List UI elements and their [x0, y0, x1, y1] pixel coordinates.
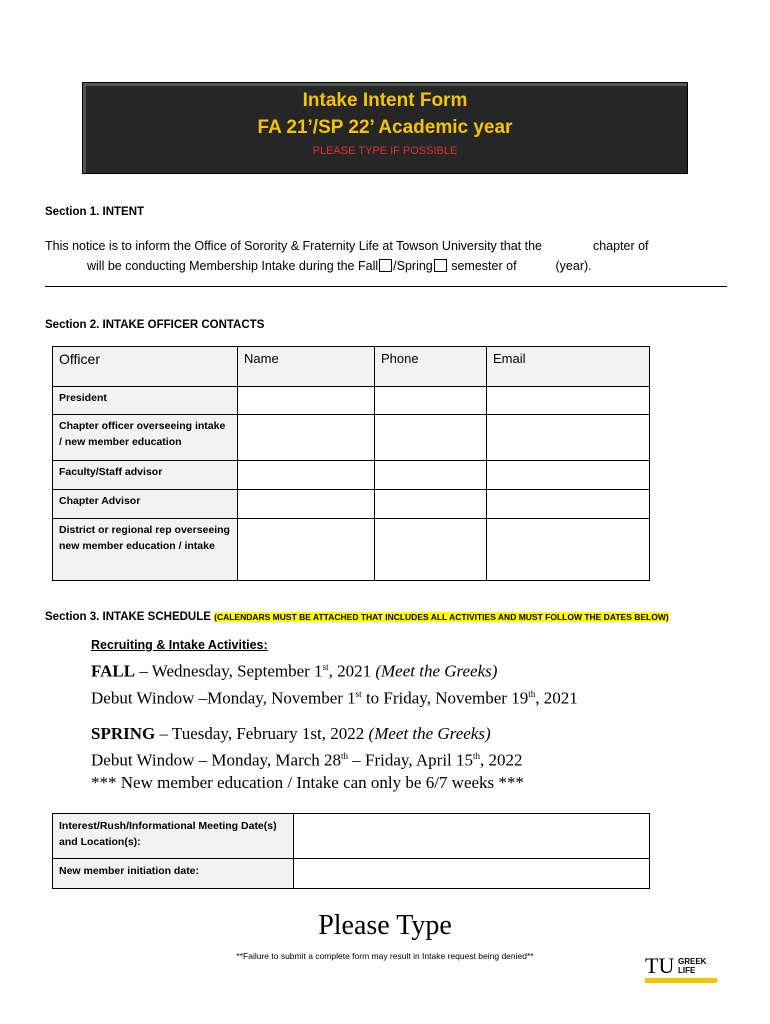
spring-text: /Spring: [393, 259, 433, 273]
tu-greek-life-logo: [645, 955, 717, 985]
logo-greek: GREEK: [678, 957, 707, 966]
fall-date: – Wednesday, September 1: [135, 661, 323, 681]
table-row: [53, 519, 650, 581]
table-header-row: [53, 347, 650, 387]
intent-line-2: [45, 256, 725, 276]
table-row: [53, 859, 650, 889]
email-cell[interactable]: [487, 415, 650, 461]
logo-greek-life: [678, 957, 706, 975]
table-row: [53, 461, 650, 490]
intent-text-end: chapter of: [592, 239, 649, 253]
intent-paragraph: [45, 236, 725, 276]
fall-year: , 2021: [328, 661, 376, 681]
year-text: (year).: [555, 259, 592, 273]
logo-tu: TU: [645, 953, 675, 978]
section3-label: [45, 611, 669, 623]
table-row: [53, 814, 650, 859]
logo-life: LIFE: [678, 966, 696, 975]
role-label: Faculty/Staff advisor: [53, 461, 238, 490]
spring-line: [91, 723, 578, 745]
phone-cell[interactable]: [375, 519, 487, 581]
schedule-table: [52, 813, 650, 889]
spring-event: (Meet the Greeks): [368, 724, 491, 744]
activities-heading: [91, 638, 578, 652]
section3-title: Section 3. INTAKE SCHEDULE: [45, 611, 211, 623]
phone-cell[interactable]: [375, 490, 487, 519]
activities-heading-colon: :: [263, 638, 268, 652]
col-phone: Phone: [375, 347, 487, 387]
please-type-heading: Please Type: [318, 910, 452, 941]
calendar-requirement: (CALENDARS MUST BE ATTACHED THAT INCLUDES ALL ACTIVITIES AND MUST FOLLOW THE DATES BELOW): [214, 612, 669, 622]
table-row: [53, 387, 650, 415]
col-officer: Officer: [53, 347, 238, 387]
initiation-field[interactable]: [294, 859, 650, 889]
fall-checkbox[interactable]: [379, 259, 392, 272]
meeting-field[interactable]: [294, 814, 650, 859]
role-label: Chapter Advisor: [53, 490, 238, 519]
name-cell[interactable]: [238, 387, 375, 415]
spring-debut-year: , 2022: [480, 750, 523, 770]
spring-label: SPRING: [91, 724, 156, 744]
form-title: Intake Intent Form: [302, 90, 468, 111]
intake-text: will be conducting Membership Intake during the Fall: [87, 259, 379, 273]
table-row: [53, 490, 650, 519]
fall-debut-line: [91, 683, 578, 710]
type-note: PLEASE TYPE IF POSSIBLE: [312, 145, 458, 157]
fall-line: [91, 656, 578, 683]
semester-text: semester of: [451, 259, 517, 273]
academic-year: FA 21’/SP 22’ Academic year: [257, 117, 513, 138]
spring-debut-line: [91, 745, 578, 772]
role-label: Chapter officer overseeing intake / new member education: [53, 415, 238, 461]
section2-label: Section 2. INTAKE OFFICER CONTACTS: [45, 319, 265, 331]
spring-debut-suffix-2: th: [473, 751, 481, 762]
fall-debut-suffix-2: th: [528, 688, 536, 699]
form-header: [82, 82, 688, 174]
email-cell[interactable]: [487, 461, 650, 490]
spring-date: – Tuesday, February 1st, 2022: [155, 724, 369, 744]
spring-debut-start: Debut Window – Monday, March 28: [91, 750, 342, 770]
spring-checkbox[interactable]: [434, 259, 447, 272]
email-cell[interactable]: [487, 490, 650, 519]
name-cell[interactable]: [238, 490, 375, 519]
name-cell[interactable]: [238, 415, 375, 461]
role-label: President: [53, 387, 238, 415]
fall-debut-end: to Friday, November 19: [361, 688, 529, 708]
name-cell[interactable]: [238, 461, 375, 490]
spring-debut-end: – Friday, April 15: [348, 750, 474, 770]
phone-cell[interactable]: [375, 387, 487, 415]
initiation-label: New member initiation date:: [53, 859, 294, 889]
col-email: Email: [487, 347, 650, 387]
fall-debut-year: , 2021: [535, 688, 578, 708]
failure-note: **Failure to submit a complete form may result in Intake request being denied**: [236, 951, 534, 961]
fall-date-suffix: st: [322, 662, 329, 672]
intent-text-start: This notice is to inform the Office of Sorority & Fraternity Life at Towson University that the: [45, 239, 542, 253]
phone-cell[interactable]: [375, 415, 487, 461]
activities-heading-text: Recruiting & Intake Activities: [91, 638, 264, 652]
fall-label: FALL: [91, 661, 136, 681]
meeting-label: Interest/Rush/Informational Meeting Date(s) and Location(s):: [53, 814, 294, 859]
logo-bar: [645, 978, 717, 983]
intent-line-1: [45, 236, 725, 256]
officer-contacts-table: [52, 346, 650, 581]
table-row: [53, 415, 650, 461]
section1-label: Section 1. INTENT: [45, 206, 145, 218]
fall-event: (Meet the Greeks): [375, 661, 498, 681]
email-cell[interactable]: [487, 387, 650, 415]
activities-block: [91, 638, 578, 794]
email-cell[interactable]: [487, 519, 650, 581]
phone-cell[interactable]: [375, 461, 487, 490]
fall-debut-start: Debut Window –Monday, November 1: [91, 688, 356, 708]
name-cell[interactable]: [238, 519, 375, 581]
fall-debut-suffix-1: st: [355, 688, 362, 699]
divider: [45, 286, 727, 287]
spring-debut-suffix-1: th: [341, 751, 349, 762]
role-label: District or regional rep overseeing new member education / intake: [53, 519, 238, 581]
intake-duration-note: *** New member education / Intake can only be 6/7 weeks ***: [91, 772, 524, 792]
col-name: Name: [238, 347, 375, 387]
